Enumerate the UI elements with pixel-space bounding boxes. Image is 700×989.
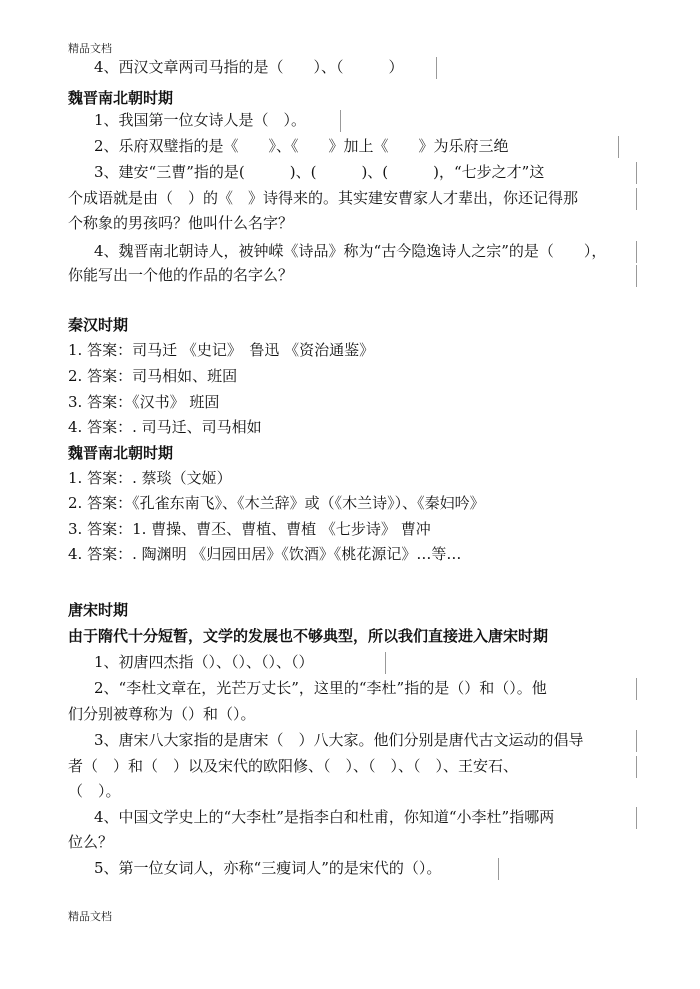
- margin-mark: [636, 756, 637, 778]
- margin-mark: [636, 162, 637, 184]
- margin-mark: [636, 730, 637, 752]
- qinhan-answer-2: 2. 答案：司马相如、班固: [68, 367, 238, 385]
- weijin-question-2: 2、乐府双璧指的是《 》、《 》加上《 》为乐府三绝: [94, 137, 509, 155]
- page-footer: 精品文档: [68, 910, 112, 923]
- weijin-answer-2: 2. 答案：《孔雀东南飞》、《木兰辞》或（《木兰诗》）、《秦妇吟》: [68, 494, 485, 512]
- qinhan-answer-1: 1. 答案：司马迁 《史记》 鲁迅 《资治通鉴》: [68, 341, 375, 359]
- margin-mark: [340, 110, 341, 132]
- tangsong-question-2-line-2: 们分别被尊称为（）和（）。: [68, 705, 256, 723]
- margin-mark: [618, 136, 619, 158]
- tangsong-question-1: 1、初唐四杰指（）、（）、（）、（）: [94, 653, 314, 671]
- weijin-question-3-line-3: 个称象的男孩吗？他叫什么名字？: [68, 214, 294, 232]
- weijin-question-4-line-1: 4、魏晋南北朝诗人，被钟嵘《诗品》称为“古今隐逸诗人之宗”的是（ ），: [94, 242, 607, 260]
- tangsong-intro: 由于隋代十分短暂，文学的发展也不够典型，所以我们直接进入唐宋时期: [68, 627, 549, 645]
- margin-mark: [436, 57, 437, 79]
- qinhan-answers-title: 秦汉时期: [68, 316, 129, 334]
- margin-mark: [636, 241, 637, 263]
- margin-mark: [636, 807, 637, 829]
- tangsong-question-5: 5、第一位女词人，亦称“三瘦词人”的是宋代的（）。: [94, 859, 442, 877]
- tangsong-question-3-line-3: （ ）。: [68, 782, 121, 800]
- tangsong-question-3-line-1: 3、唐宋八大家指的是唐宋（ ）八大家。他们分别是唐代古文运动的倡导: [94, 731, 584, 749]
- weijin-answer-1: 1. 答案：. 蔡琰（文姬）: [68, 469, 232, 487]
- weijin-question-4-line-2: 你能写出一个他的作品的名字么？: [68, 266, 294, 284]
- tangsong-question-3-line-2: 者（ ）和（ ）以及宋代的欧阳修、（ ）、（ ）、（ ）、王安石、: [68, 757, 519, 775]
- weijin-answer-4: 4. 答案：. 陶渊明 《归园田居》《饮酒》《桃花源记》…等…: [68, 545, 462, 563]
- weijin-answer-3: 3. 答案：1. 曹操、曹丕、曹植、曹植 《七步诗》 曹冲: [68, 520, 431, 538]
- margin-mark: [636, 678, 637, 700]
- margin-mark: [385, 652, 386, 674]
- weijin-question-1: 1、我国第一位女诗人是（ ）。: [94, 111, 307, 129]
- tangsong-question-2-line-1: 2、“李杜文章在，光芒万丈长”，这里的“李杜”指的是（）和（）。他: [94, 679, 547, 697]
- weijin-question-3-line-1: 3、建安“三曹”指的是( )、( )、( )，“七步之才”这: [94, 163, 545, 181]
- tangsong-question-4-line-2: 位么？: [68, 833, 114, 851]
- qinhan-question-4: 4、西汉文章两司马指的是（ ）、（ ）: [94, 58, 404, 76]
- margin-mark: [636, 188, 637, 210]
- tangsong-title: 唐宋时期: [68, 601, 129, 619]
- weijin-answers-title: 魏晋南北朝时期: [68, 444, 174, 462]
- page-header: 精品文档: [68, 42, 112, 55]
- weijin-question-3-line-2: 个成语就是由（ ）的《 》诗得来的。其实建安曹家人才辈出，你还记得那: [68, 189, 579, 207]
- margin-mark: [636, 265, 637, 287]
- qinhan-answer-4: 4. 答案：. 司马迁、司马相如: [68, 418, 262, 436]
- tangsong-question-4-line-1: 4、中国文学史上的“大李杜”是指李白和杜甫，你知道“小李杜”指哪两: [94, 808, 555, 826]
- weijin-questions-title: 魏晋南北朝时期: [68, 89, 174, 107]
- qinhan-answer-3: 3. 答案：《汉书》 班固: [68, 393, 220, 411]
- margin-mark: [498, 858, 499, 880]
